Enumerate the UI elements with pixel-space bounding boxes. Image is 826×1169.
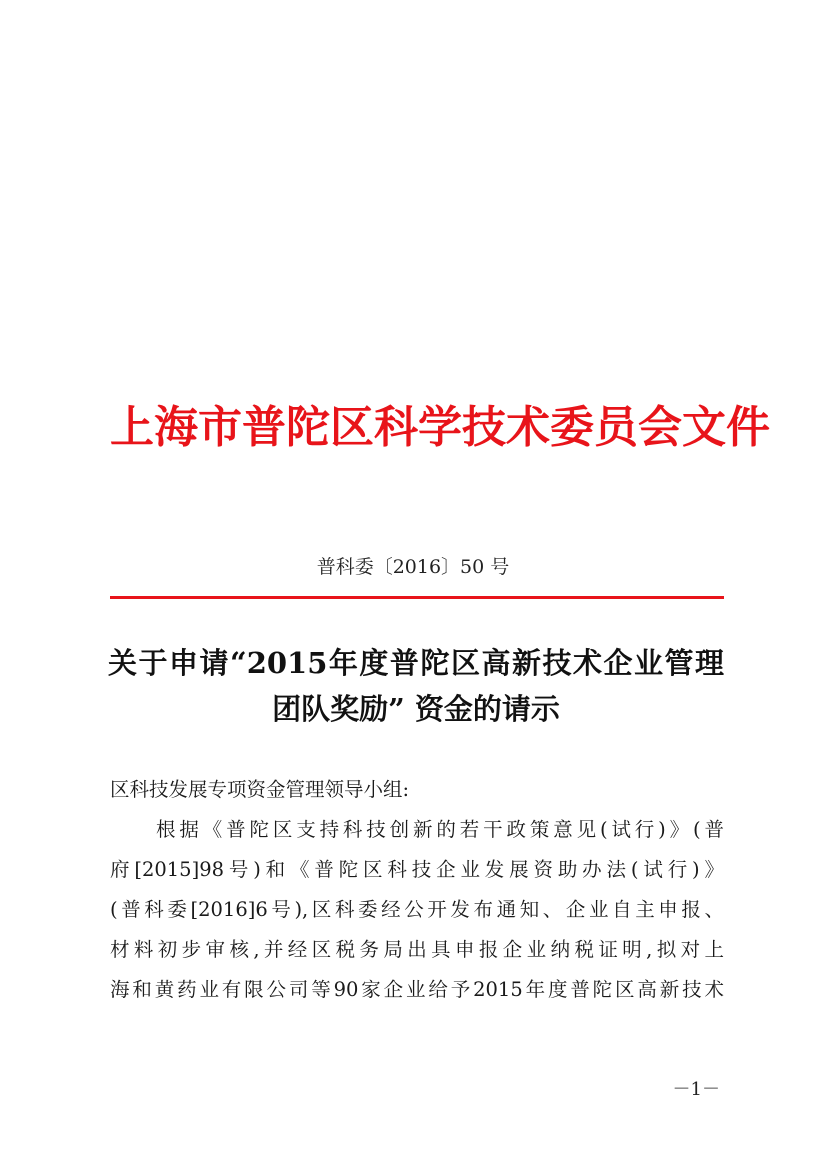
document-number: 普科委〔2016〕50 号 [316,556,510,578]
document-subject [108,640,724,732]
body-line-1: 根据《普陀区支持科技创新的若干政策意见(试行)》(普 [156,818,724,841]
subject-line-2: 团队奖励” 资金的请示 [272,692,560,726]
body-line-4: 材料初步审核,并经区税务局出具申报企业纳税证明,拟对上 [110,938,724,961]
issuer-title: 上海市普陀区科学技术委员会文件 [110,402,770,453]
addressee: 区科技发展专项资金管理领导小组: [110,778,410,801]
body-line-3: (普科委[2016]6号),区科委经公开发布通知、企业自主申报、 [110,898,724,921]
document-body [110,770,724,1010]
body-line-2: 府[2015]98号)和《普陀区科技企业发展资助办法(试行)》 [110,858,724,881]
red-divider-line [110,596,724,599]
body-line-5: 海和黄药业有限公司等90家企业给予2015年度普陀区高新技术 [110,978,724,1001]
page-number: －1－ [672,1079,720,1100]
subject-line-1: 关于申请“2015年度普陀区高新技术企业管理 [108,646,724,680]
